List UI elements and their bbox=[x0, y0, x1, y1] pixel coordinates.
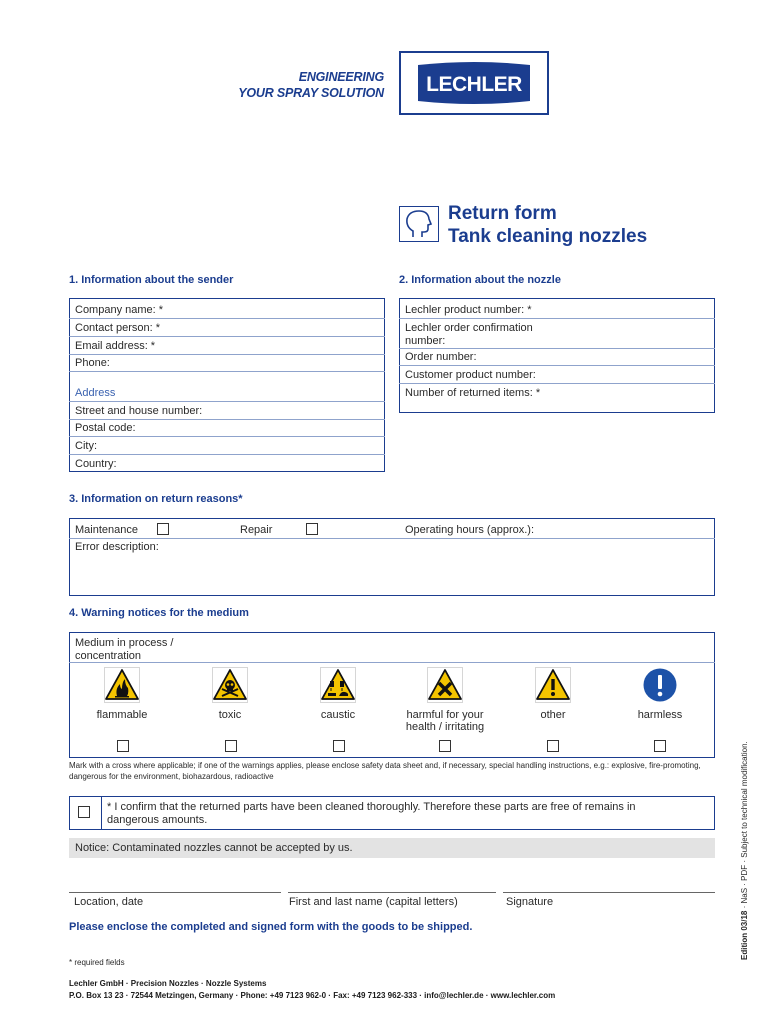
divider bbox=[69, 436, 385, 437]
divider bbox=[69, 371, 385, 372]
enclose-instruction: Please enclose the completed and signed form with the goods to be shipped. bbox=[69, 921, 473, 933]
signature-label: Signature bbox=[506, 896, 554, 908]
postal-code-field[interactable]: Postal code: bbox=[75, 422, 136, 434]
maintenance-label: Maintenance bbox=[75, 524, 138, 536]
divider bbox=[69, 419, 385, 420]
hazard-checkbox-caustic[interactable] bbox=[333, 740, 345, 752]
email-field[interactable]: Email address: * bbox=[75, 340, 156, 352]
flame-icon bbox=[104, 667, 140, 703]
hazard-checkbox-other[interactable] bbox=[547, 740, 559, 752]
address-heading: Address bbox=[75, 387, 116, 399]
medium-field[interactable]: Medium in process / concentration bbox=[75, 637, 174, 662]
repair-label: Repair bbox=[240, 524, 273, 536]
hazard-checkbox-toxic[interactable] bbox=[225, 740, 237, 752]
repair-checkbox[interactable] bbox=[306, 523, 318, 535]
warning-notices-heading: 4. Warning notices for the medium bbox=[69, 607, 249, 619]
divider bbox=[69, 354, 385, 355]
divider bbox=[69, 336, 385, 337]
confirmation-text: * I confirm that the returned parts have been cleaned thoroughly. Therefore these parts are free of remains in dangerous amounts. bbox=[107, 801, 636, 826]
edition-bold: Edition 03/18 bbox=[740, 910, 749, 960]
return-reasons-heading: 3. Information on return reasons* bbox=[69, 493, 243, 505]
contamination-notice: Notice: Contaminated nozzles cannot be accepted by us. bbox=[69, 838, 715, 858]
order-confirmation-field[interactable]: Lechler order confirmation number: bbox=[405, 322, 533, 347]
country-field[interactable]: Country: bbox=[75, 458, 117, 470]
error-description-field[interactable]: Error description: bbox=[75, 541, 159, 553]
footer-line1: Lechler GmbH · Precision Nozzles · Nozzle Systems bbox=[69, 979, 267, 988]
hazard-label-caustic: caustic bbox=[320, 709, 356, 721]
hazard-label-flammable: flammable bbox=[96, 709, 148, 721]
nozzle-heading: 2. Information about the nozzle bbox=[399, 274, 561, 286]
divider bbox=[69, 401, 385, 402]
hazard-label-other: other bbox=[540, 709, 566, 721]
divider bbox=[69, 538, 715, 539]
maintenance-checkbox[interactable] bbox=[157, 523, 169, 535]
company-name-field[interactable]: Company name: * bbox=[75, 304, 164, 316]
product-number-field[interactable]: Lechler product number: * bbox=[405, 304, 532, 316]
exclamation-icon bbox=[535, 667, 571, 703]
name-line[interactable] bbox=[288, 892, 496, 893]
operating-hours-field[interactable]: Operating hours (approx.): bbox=[405, 524, 535, 536]
confirmation-checkbox[interactable] bbox=[78, 806, 90, 818]
divider bbox=[69, 662, 715, 663]
head-profile-icon bbox=[399, 206, 439, 242]
edition-rest: · NaS · PDF · Subject to technical modification. bbox=[740, 741, 749, 911]
contact-person-field[interactable]: Contact person: * bbox=[75, 322, 160, 334]
title-line2: Tank cleaning nozzles bbox=[448, 226, 648, 247]
hazard-checkbox-flammable[interactable] bbox=[117, 740, 129, 752]
city-field[interactable]: City: bbox=[75, 440, 97, 452]
logo-text: LECHLER bbox=[426, 73, 522, 96]
hazard-checkbox-harmful[interactable] bbox=[439, 740, 451, 752]
returned-items-field[interactable]: Number of returned items: * bbox=[405, 387, 541, 399]
info-icon bbox=[642, 667, 678, 703]
tagline-line2: YOUR SPRAY SOLUTION bbox=[238, 86, 384, 100]
required-fields-note: * required fields bbox=[69, 958, 125, 967]
divider bbox=[399, 365, 715, 366]
footer-line2: P.O. Box 13 23 · 72544 Metzingen, Germany · Phone: +49 7123 962-0 · Fax: +49 7123 962-333 · info@lechler.de · www.lechler.com bbox=[69, 991, 556, 1000]
location-date-label: Location, date bbox=[74, 896, 144, 908]
hazard-label-toxic: toxic bbox=[218, 709, 242, 721]
tagline-line1: ENGINEERING bbox=[298, 70, 384, 84]
divider bbox=[399, 348, 715, 349]
name-label: First and last name (capital letters) bbox=[289, 896, 458, 908]
cross-icon bbox=[427, 667, 463, 703]
order-number-field[interactable]: Order number: bbox=[405, 351, 477, 363]
tagline bbox=[190, 69, 384, 101]
phone-field[interactable]: Phone: bbox=[75, 357, 110, 369]
page-title bbox=[448, 202, 647, 248]
street-field[interactable]: Street and house number: bbox=[75, 405, 203, 417]
location-date-line[interactable] bbox=[69, 892, 281, 893]
skull-icon bbox=[212, 667, 248, 703]
divider bbox=[69, 454, 385, 455]
edition-note bbox=[740, 741, 749, 960]
customer-product-number-field[interactable]: Customer product number: bbox=[405, 369, 536, 381]
title-line1: Return form bbox=[448, 203, 557, 224]
divider bbox=[399, 318, 715, 319]
sender-heading: 1. Information about the sender bbox=[69, 274, 234, 286]
confirmation-divider bbox=[101, 796, 102, 830]
hazard-label-harmful: harmful for your health / irritating bbox=[405, 709, 485, 733]
divider bbox=[399, 383, 715, 384]
hazard-note: Mark with a cross where applicable; if one of the warnings applies, please enclose safety data sheet and, if necessary, special handling instructions, e.g.: explosive, fire-promoting, dangerous for the environment, biohazardous, radioactive bbox=[69, 761, 701, 781]
signature-line[interactable] bbox=[503, 892, 715, 893]
lechler-logo bbox=[399, 51, 549, 115]
logo-graphic bbox=[414, 61, 534, 105]
hazard-checkbox-harmless[interactable] bbox=[654, 740, 666, 752]
divider bbox=[69, 318, 385, 319]
corrosion-icon bbox=[320, 667, 356, 703]
hazard-label-harmless: harmless bbox=[637, 709, 683, 721]
